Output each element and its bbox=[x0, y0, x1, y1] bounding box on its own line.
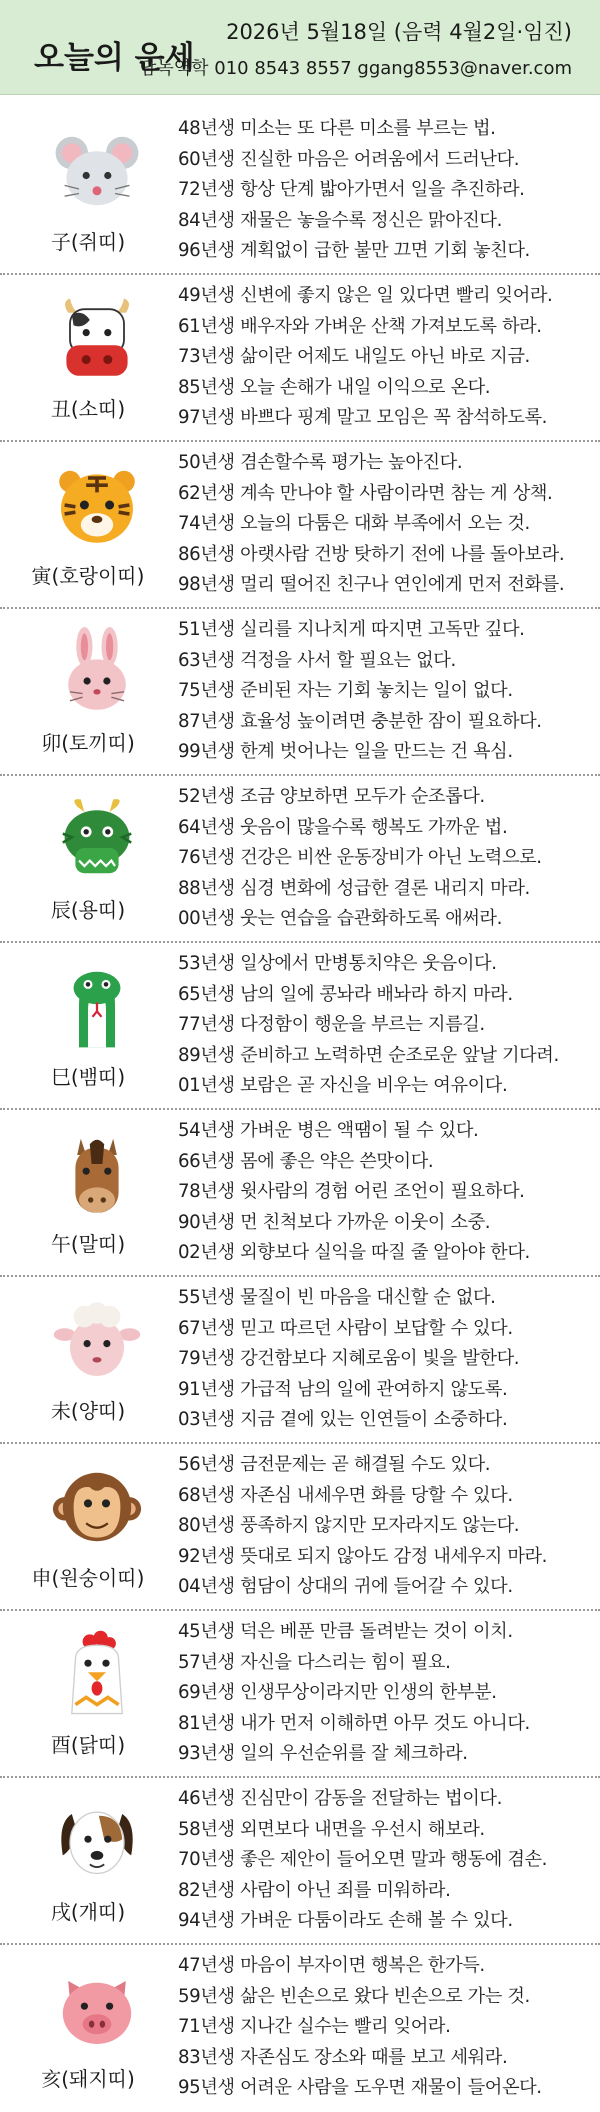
fortune-line: 90년생 먼 친척보다 가까운 이웃이 소중. bbox=[178, 1211, 491, 1233]
fortune-line: 04년생 험담이 상대의 귀에 들어갈 수 있다. bbox=[178, 1576, 513, 1598]
zodiac-label: 巳(뱀띠) bbox=[50, 1065, 126, 1089]
fortune-line: 65년생 남의 일에 콩놔라 배놔라 하지 마라. bbox=[178, 983, 513, 1005]
fortune-line: 92년생 뜻대로 되지 않아도 감정 내세우지 마라. bbox=[178, 1545, 548, 1567]
fortune-line: 03년생 지금 곁에 있는 인연들이 소중하다. bbox=[178, 1409, 508, 1431]
rooster-icon bbox=[52, 1629, 142, 1719]
fortune-line: 76년생 건강은 비싼 운동장비가 아닌 노력으로. bbox=[178, 847, 542, 869]
fortune-line: 84년생 재물은 놓을수록 정신은 맑아진다. bbox=[178, 209, 502, 231]
fortune-line: 49년생 신변에 좋지 않은 일 있다면 빨리 잊어라. bbox=[178, 285, 553, 306]
fortune-lines bbox=[178, 281, 596, 434]
fortune-line: 85년생 오늘 손해가 내일 이익으로 온다. bbox=[178, 376, 491, 398]
zodiac-label: 戌(개띠) bbox=[50, 1900, 126, 1924]
fortune-lines bbox=[178, 949, 596, 1102]
fortune-lines bbox=[178, 1784, 596, 1937]
zodiac-row-pig bbox=[0, 1945, 600, 2112]
fortune-line: 58년생 외면보다 내면을 우선시 해보라. bbox=[178, 1818, 485, 1840]
fortune-line: 64년생 웃음이 많을수록 행복도 가까운 법. bbox=[178, 816, 508, 838]
zodiac-label: 申(원숭이띠) bbox=[31, 1566, 145, 1590]
fortune-lines bbox=[178, 114, 596, 267]
fortune-line: 47년생 마음이 부자이면 행복은 한가득. bbox=[178, 1955, 485, 1976]
fortune-line: 82년생 사람이 아닌 죄를 미워하라. bbox=[178, 1879, 451, 1901]
zodiac-row-dog bbox=[0, 1778, 600, 1945]
zodiac-label: 寅(호랑이띠) bbox=[31, 564, 145, 588]
zodiac-row-dragon bbox=[0, 776, 600, 943]
tiger-icon bbox=[52, 460, 142, 550]
fortune-line: 63년생 걱정을 사서 할 필요는 없다. bbox=[178, 649, 456, 671]
page-title: 오늘의 운세 bbox=[34, 40, 195, 76]
ox-icon bbox=[52, 293, 142, 383]
fortune-line: 67년생 믿고 따르던 사람이 보답할 수 있다. bbox=[178, 1317, 513, 1339]
fortune-lines bbox=[178, 615, 596, 768]
zodiac-list bbox=[0, 108, 600, 2112]
zodiac-row-sheep bbox=[0, 1277, 600, 1444]
date-text: 2026년 5월18일 (음력 4월2일·임진) bbox=[226, 20, 572, 44]
zodiac-label: 未(양띠) bbox=[50, 1399, 126, 1423]
contact-text: 담녹역학 010 8543 8557 ggang8553@naver.com bbox=[138, 58, 572, 79]
fortune-lines bbox=[178, 448, 596, 601]
zodiac-row-horse bbox=[0, 1110, 600, 1277]
fortune-lines bbox=[178, 1951, 596, 2104]
zodiac-row-snake bbox=[0, 943, 600, 1110]
fortune-line: 87년생 효율성 높이려면 충분한 잠이 필요하다. bbox=[178, 710, 542, 732]
sheep-icon bbox=[52, 1295, 142, 1385]
fortune-line: 73년생 삶이란 어제도 내일도 아닌 바로 지금. bbox=[178, 346, 530, 368]
fortune-line: 91년생 가급적 남의 일에 관여하지 않도록. bbox=[178, 1378, 508, 1400]
header-banner bbox=[0, 0, 600, 95]
fortune-lines bbox=[178, 1283, 596, 1436]
fortune-line: 78년생 윗사람의 경험 어린 조언이 필요하다. bbox=[178, 1181, 525, 1203]
fortune-line: 99년생 한계 벗어나는 일을 만드는 건 욕심. bbox=[178, 741, 513, 763]
fortune-line: 00년생 웃는 연습을 습관화하도록 애써라. bbox=[178, 908, 502, 930]
zodiac-row-tiger bbox=[0, 442, 600, 609]
fortune-line: 68년생 자존심 내세우면 화를 당할 수 있다. bbox=[178, 1484, 513, 1506]
zodiac-row-monkey bbox=[0, 1444, 600, 1611]
fortune-line: 61년생 배우자와 가벼운 산책 가져보도록 하라. bbox=[178, 315, 542, 337]
fortune-line: 57년생 자신을 다스리는 힘이 필요. bbox=[178, 1651, 451, 1673]
fortune-line: 52년생 조금 양보하면 모두가 순조롭다. bbox=[178, 786, 485, 807]
monkey-icon bbox=[52, 1462, 142, 1552]
fortune-lines bbox=[178, 1617, 596, 1770]
fortune-line: 48년생 미소는 또 다른 미소를 부르는 법. bbox=[178, 118, 496, 139]
fortune-line: 01년생 보람은 곧 자신을 비우는 여유이다. bbox=[178, 1075, 508, 1097]
fortune-line: 50년생 겸손할수록 평가는 높아진다. bbox=[178, 452, 463, 473]
fortune-line: 53년생 일상에서 만병통치약은 웃음이다. bbox=[178, 953, 497, 974]
fortune-line: 60년생 진실한 마음은 어려움에서 드러난다. bbox=[178, 148, 520, 170]
fortune-lines bbox=[178, 1450, 596, 1603]
zodiac-row-rat bbox=[0, 108, 600, 275]
fortune-line: 89년생 준비하고 노력하면 순조로운 앞날 기다려. bbox=[178, 1044, 559, 1066]
fortune-line: 83년생 자존심도 장소와 때를 보고 세워라. bbox=[178, 2046, 508, 2068]
zodiac-label: 丑(소띠) bbox=[50, 397, 126, 421]
fortune-line: 59년생 삶은 빈손으로 왔다 빈손으로 가는 것. bbox=[178, 1985, 530, 2007]
zodiac-label: 午(말띠) bbox=[50, 1232, 126, 1256]
fortune-line: 80년생 풍족하지 않지만 모자라지도 않는다. bbox=[178, 1515, 520, 1537]
dog-icon bbox=[52, 1796, 142, 1886]
fortune-line: 77년생 다정함이 행운을 부르는 지름길. bbox=[178, 1014, 485, 1036]
zodiac-label: 子(쥐띠) bbox=[50, 230, 126, 254]
fortune-line: 94년생 가벼운 다툼이라도 손해 볼 수 있다. bbox=[178, 1910, 513, 1932]
fortune-line: 55년생 물질이 빈 마음을 대신할 순 없다. bbox=[178, 1287, 496, 1308]
fortune-line: 88년생 심경 변화에 성급한 결론 내리지 마라. bbox=[178, 877, 530, 899]
dragon-icon bbox=[52, 794, 142, 884]
fortune-line: 54년생 가벼운 병은 액땜이 될 수 있다. bbox=[178, 1120, 479, 1141]
fortune-line: 98년생 멀리 떨어진 친구나 연인에게 먼저 전화를. bbox=[178, 574, 565, 596]
zodiac-label: 辰(용띠) bbox=[50, 898, 126, 922]
fortune-line: 81년생 내가 먼저 이해하면 아무 것도 아니다. bbox=[178, 1712, 530, 1734]
fortune-line: 02년생 외향보다 실익을 따질 줄 알아야 한다. bbox=[178, 1242, 530, 1264]
zodiac-label: 酉(닭띠) bbox=[50, 1733, 126, 1757]
fortune-line: 66년생 몸에 좋은 약은 쓴맛이다. bbox=[178, 1150, 434, 1172]
fortune-lines bbox=[178, 782, 596, 935]
fortune-line: 86년생 아랫사람 건방 탓하기 전에 나를 돌아보라. bbox=[178, 543, 565, 565]
fortune-line: 75년생 준비된 자는 기회 놓치는 일이 없다. bbox=[178, 680, 513, 702]
fortune-line: 46년생 진심만이 감동을 전달하는 법이다. bbox=[178, 1788, 502, 1809]
fortune-line: 70년생 좋은 제안이 들어오면 말과 행동에 겸손. bbox=[178, 1849, 548, 1871]
fortune-line: 71년생 지나간 실수는 빨리 잊어라. bbox=[178, 2016, 451, 2038]
zodiac-row-ox bbox=[0, 275, 600, 442]
fortune-line: 69년생 인생무상이라지만 인생의 한부분. bbox=[178, 1682, 497, 1704]
zodiac-row-rabbit bbox=[0, 609, 600, 776]
fortune-line: 96년생 계획없이 급한 불만 끄면 기회 놓친다. bbox=[178, 240, 530, 262]
fortune-line: 45년생 덕은 베푼 만큼 돌려받는 것이 이치. bbox=[178, 1621, 513, 1642]
zodiac-row-rooster bbox=[0, 1611, 600, 1778]
fortune-line: 56년생 금전문제는 곧 해결될 수도 있다. bbox=[178, 1454, 491, 1475]
fortune-line: 95년생 어려운 사람을 도우면 재물이 들어온다. bbox=[178, 2077, 542, 2099]
zodiac-label: 亥(돼지띠) bbox=[41, 2067, 135, 2091]
pig-icon bbox=[52, 1963, 142, 2053]
fortune-line: 93년생 일의 우선순위를 잘 체크하라. bbox=[178, 1743, 468, 1765]
fortune-line: 74년생 오늘의 다툼은 대화 부족에서 오는 것. bbox=[178, 513, 530, 535]
fortune-line: 51년생 실리를 지나치게 따지면 고독만 깊다. bbox=[178, 619, 525, 640]
fortune-line: 72년생 항상 단계 밟아가면서 일을 추진하라. bbox=[178, 179, 525, 201]
rat-icon bbox=[52, 126, 142, 216]
horse-icon bbox=[52, 1128, 142, 1218]
rabbit-icon bbox=[52, 627, 142, 717]
zodiac-label: 卯(토끼띠) bbox=[41, 731, 135, 755]
snake-icon bbox=[52, 961, 142, 1051]
fortune-line: 62년생 계속 만나야 할 사람이라면 참는 게 상책. bbox=[178, 482, 553, 504]
fortune-line: 79년생 강건함보다 지혜로움이 빛을 발한다. bbox=[178, 1348, 520, 1370]
fortune-lines bbox=[178, 1116, 596, 1269]
fortune-line: 97년생 바쁘다 핑계 말고 모임은 꼭 참석하도록. bbox=[178, 407, 548, 429]
